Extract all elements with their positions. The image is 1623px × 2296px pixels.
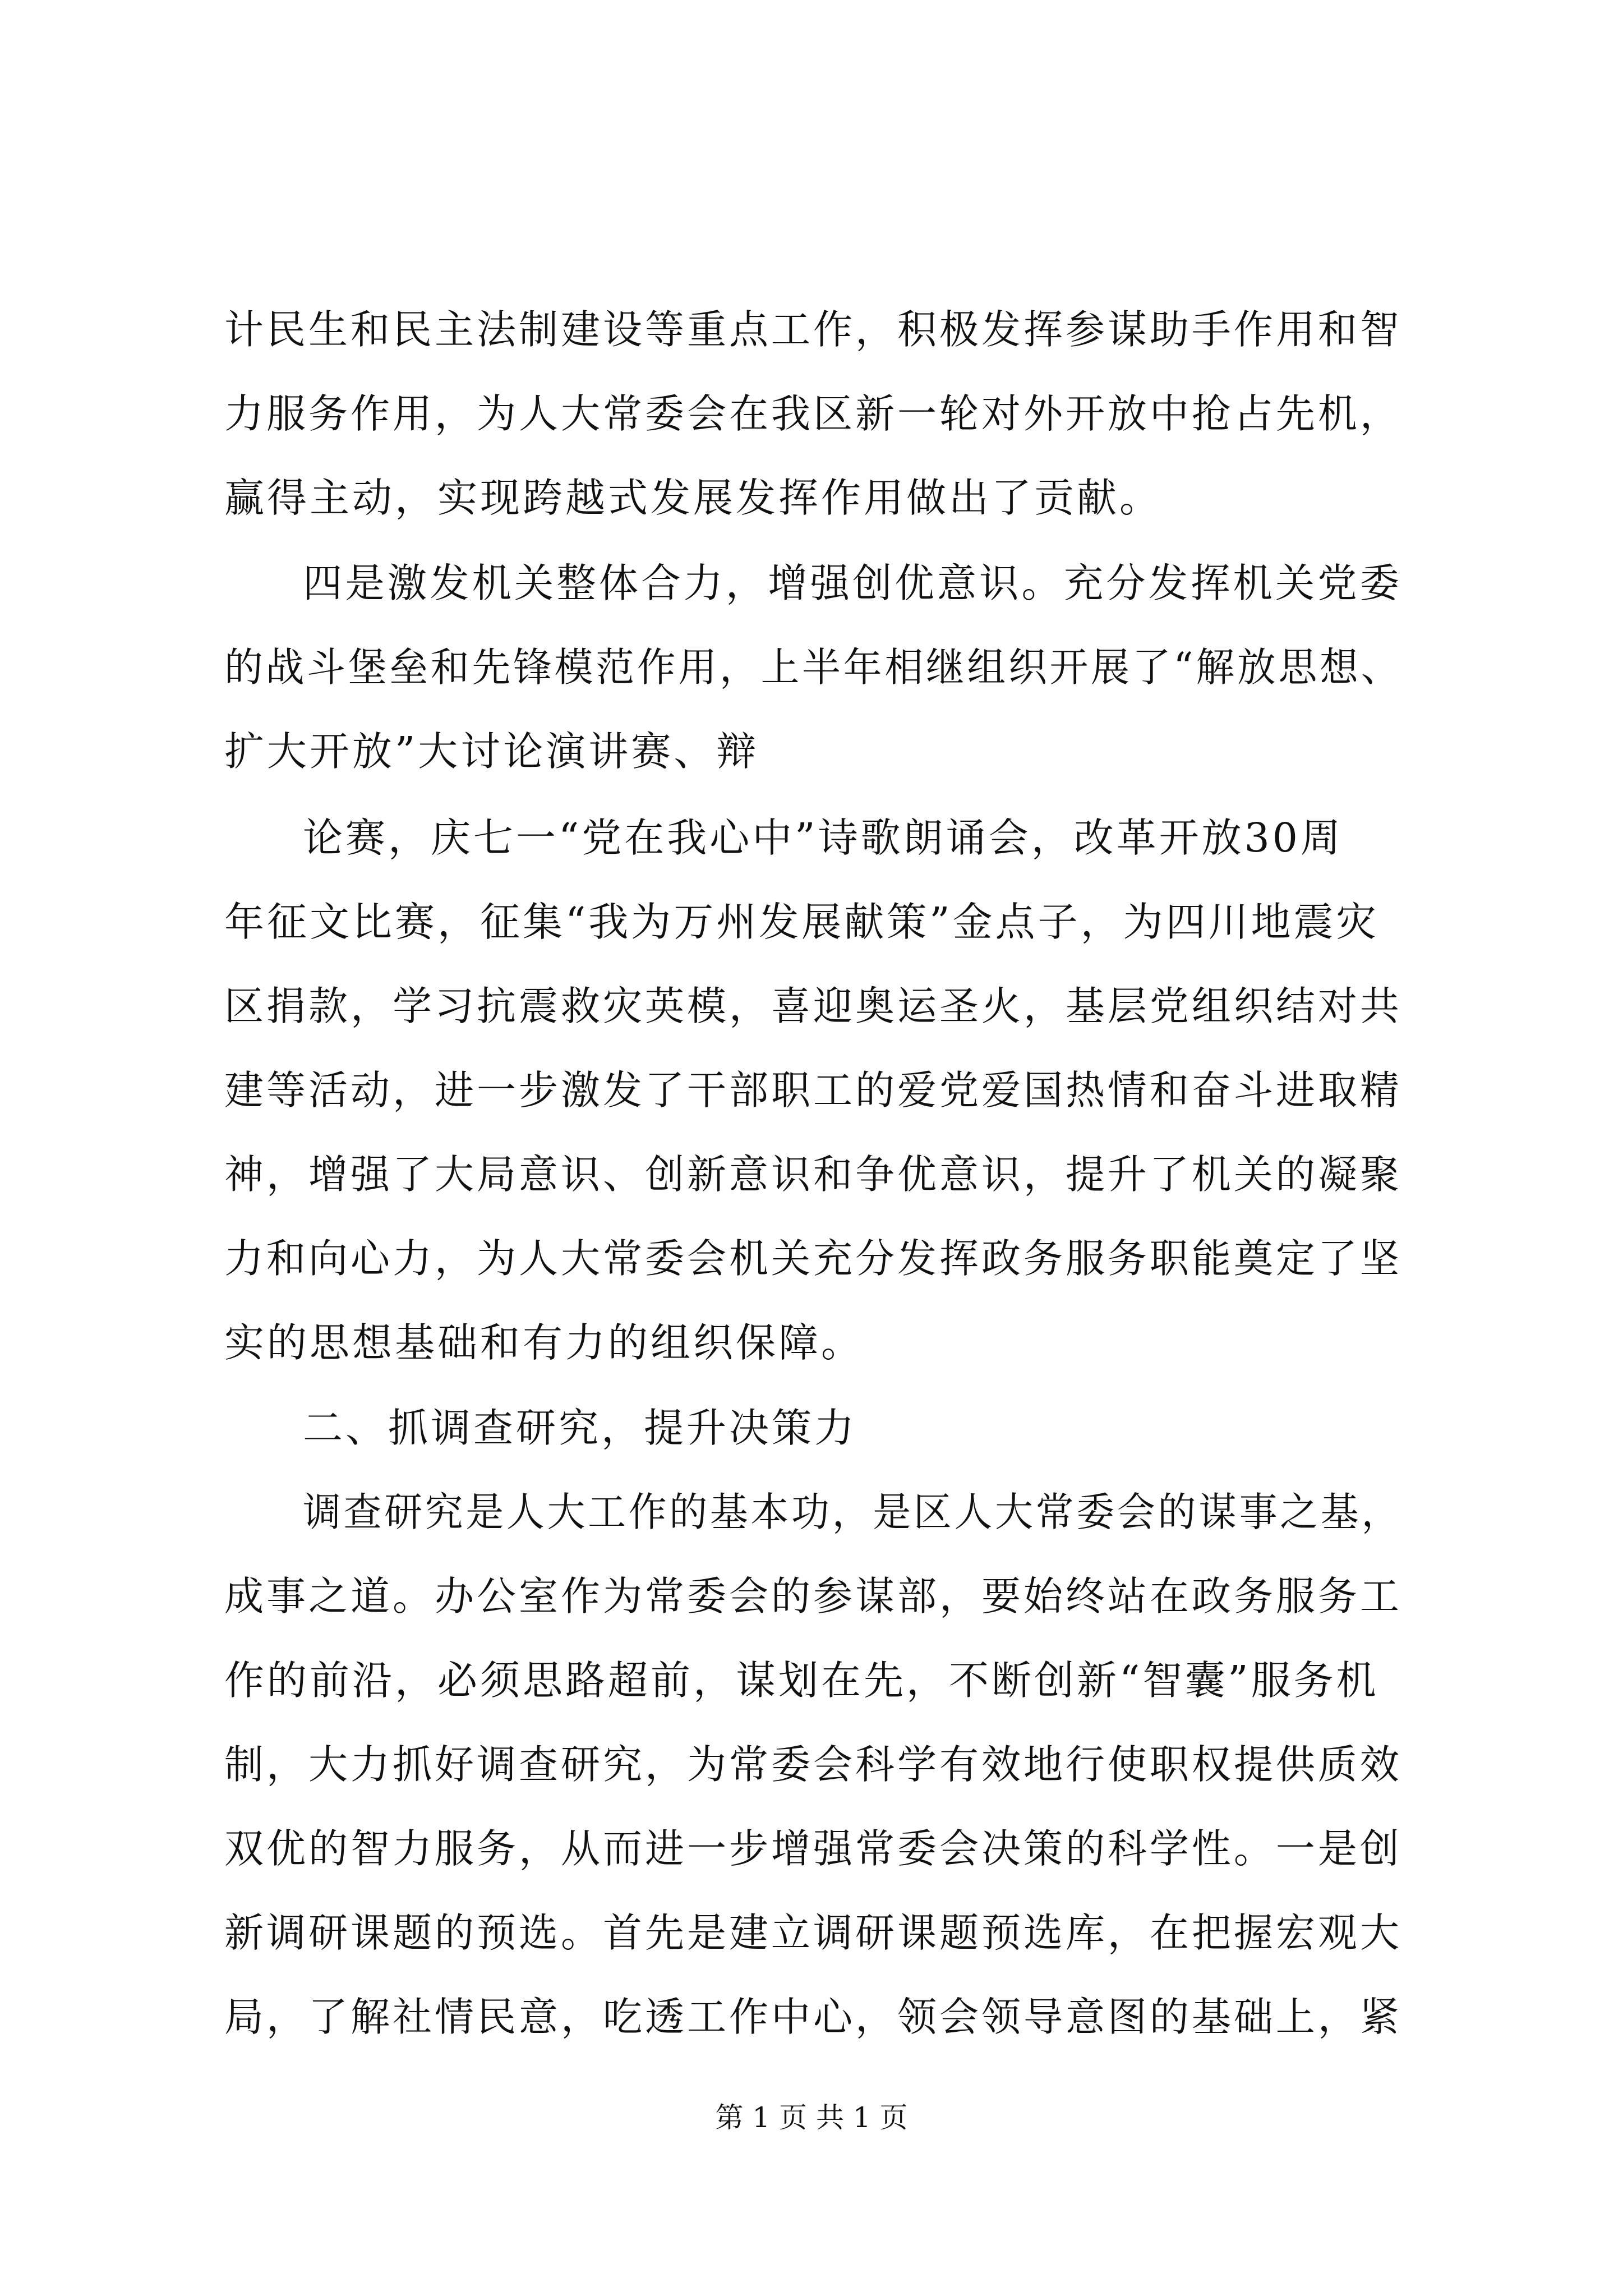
text-line: 制，大力抓好调查研究，为常委会科学有效地行使职权提供质效 (224, 1741, 1402, 1788)
text-line: 力和向心力，为人大常委会机关充分发挥政务服务职能奠定了坚 (224, 1235, 1402, 1282)
text-line: 建等活动，进一步激发了干部职工的爱党爱国热情和奋斗进取精 (224, 1067, 1402, 1114)
section-heading: 二、抓调查研究，提升决策力 (303, 1405, 857, 1451)
text-line: 的战斗堡垒和先锋模范作用，上半年相继组织开展了“解放思想、 (224, 644, 1403, 691)
text-line: 年征文比赛，征集“我为万州发展献策”金点子，为四川地震灾 (224, 899, 1379, 945)
text-line: 计民生和民主法制建设等重点工作，积极发挥参谋助手作用和智 (224, 306, 1402, 353)
text-line: 成事之道。办公室作为常委会的参谋部，要始终站在政务服务工 (224, 1573, 1402, 1619)
paragraph-first-line: 调查研究是人大工作的基本功，是区人大常委会的谋事之基， (303, 1489, 1403, 1535)
text-line: 神，增强了大局意识、创新意识和争优意识，提升了机关的凝聚 (224, 1151, 1402, 1198)
text-line: 力服务作用，为人大常委会在我区新一轮对外开放中抢占先机， (224, 390, 1402, 437)
text-line: 实的思想基础和有力的组织保障。 (224, 1319, 864, 1366)
text-line: 新调研课题的预选。首先是建立调研课题预选库，在把握宏观大 (224, 1910, 1402, 1956)
text-line: 双优的智力服务，从而进一步增强常委会决策的科学性。一是创 (224, 1825, 1402, 1872)
text-line: 扩大开放”大讨论演讲赛、辩 (224, 728, 759, 775)
text-line: 区捐款，学习抗震救灾英模，喜迎奥运圣火，基层党组织结对共 (224, 983, 1402, 1029)
page-number-footer: 第 1 页 共 1 页 (715, 2101, 908, 2134)
text-line: 局，了解社情民意，吃透工作中心，领会领导意图的基础上，紧 (224, 1994, 1402, 2040)
text-line: 赢得主动，实现跨越式发展发挥作用做出了贡献。 (224, 475, 1163, 521)
paragraph-first-line: 四是激发机关整体合力，增强创优意识。充分发挥机关党委 (303, 560, 1403, 606)
paragraph-first-line: 论赛，庆七一“党在我心中”诗歌朗诵会，改革开放30周 (303, 815, 1343, 861)
text-line: 作的前沿，必须思路超前，谋划在先，不断创新“智囊”服务机 (224, 1657, 1379, 1704)
